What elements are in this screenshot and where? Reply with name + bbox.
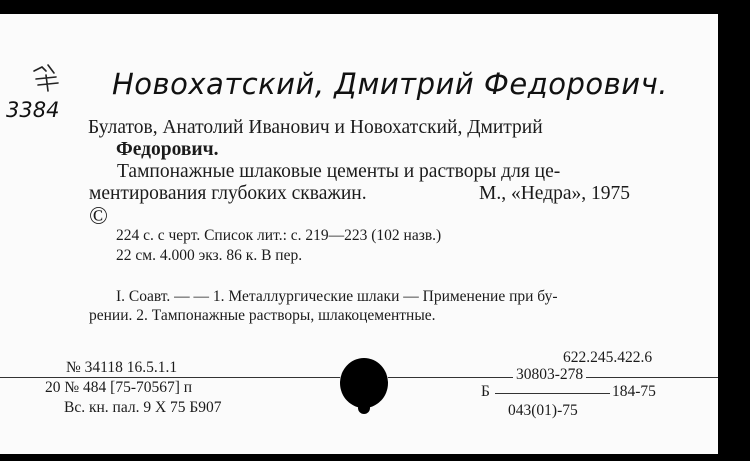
footer-rule-left xyxy=(0,377,340,378)
tracings-line-2: рении. 2. Тампонажные растворы, шлакоцементные. xyxy=(89,307,436,324)
punch-hole xyxy=(340,358,388,408)
title-line-2: ментирования глубоких скважин. xyxy=(89,183,367,204)
copyright-symbol: © xyxy=(89,203,108,230)
authors-continuation: Федорович. xyxy=(116,139,219,160)
footer-book-chamber: Вс. кн. пал. 9 X 75 Б907 xyxy=(64,399,222,416)
handwritten-heading: Новохатский, Дмитрий Федорович. xyxy=(112,67,668,101)
punch-hole-tail xyxy=(358,402,370,414)
footer-registration: 20 № 484 [75-70567] п xyxy=(45,379,193,396)
authors-line: Булатов, Анатолий Иванович и Новохатский, Дмитрий xyxy=(88,117,543,138)
physical-description-line-2: 22 см. 4.000 экз. 86 к. В пер. xyxy=(116,247,303,264)
handwritten-scribble-mark xyxy=(28,61,64,95)
physical-description-line-1: 224 с. с черт. Список лит.: с. 219—223 (102 назв.) xyxy=(116,227,442,244)
footer-b-letter: Б xyxy=(481,383,490,400)
publisher-imprint: М., «Недра», 1975 xyxy=(479,183,631,204)
footer-number: № 34118 16.5.1.1 xyxy=(66,360,181,376)
tracings-line-1: I. Соавт. — — 1. Металлургические шлаки — Применение при бу- xyxy=(116,288,558,305)
udc-code: 622.245.422.6 xyxy=(563,349,653,366)
footer-b-line xyxy=(495,393,610,394)
footer-code-043: 043(01)-75 xyxy=(508,402,578,419)
catalog-card xyxy=(0,14,718,454)
inventory-number: 3384 xyxy=(6,98,60,122)
footer-code-184: 184-75 xyxy=(612,383,656,400)
footer-code-30803: 30803-278 xyxy=(513,367,586,383)
title-line-1: Тампонажные шлаковые цементы и растворы для це- xyxy=(117,161,561,182)
